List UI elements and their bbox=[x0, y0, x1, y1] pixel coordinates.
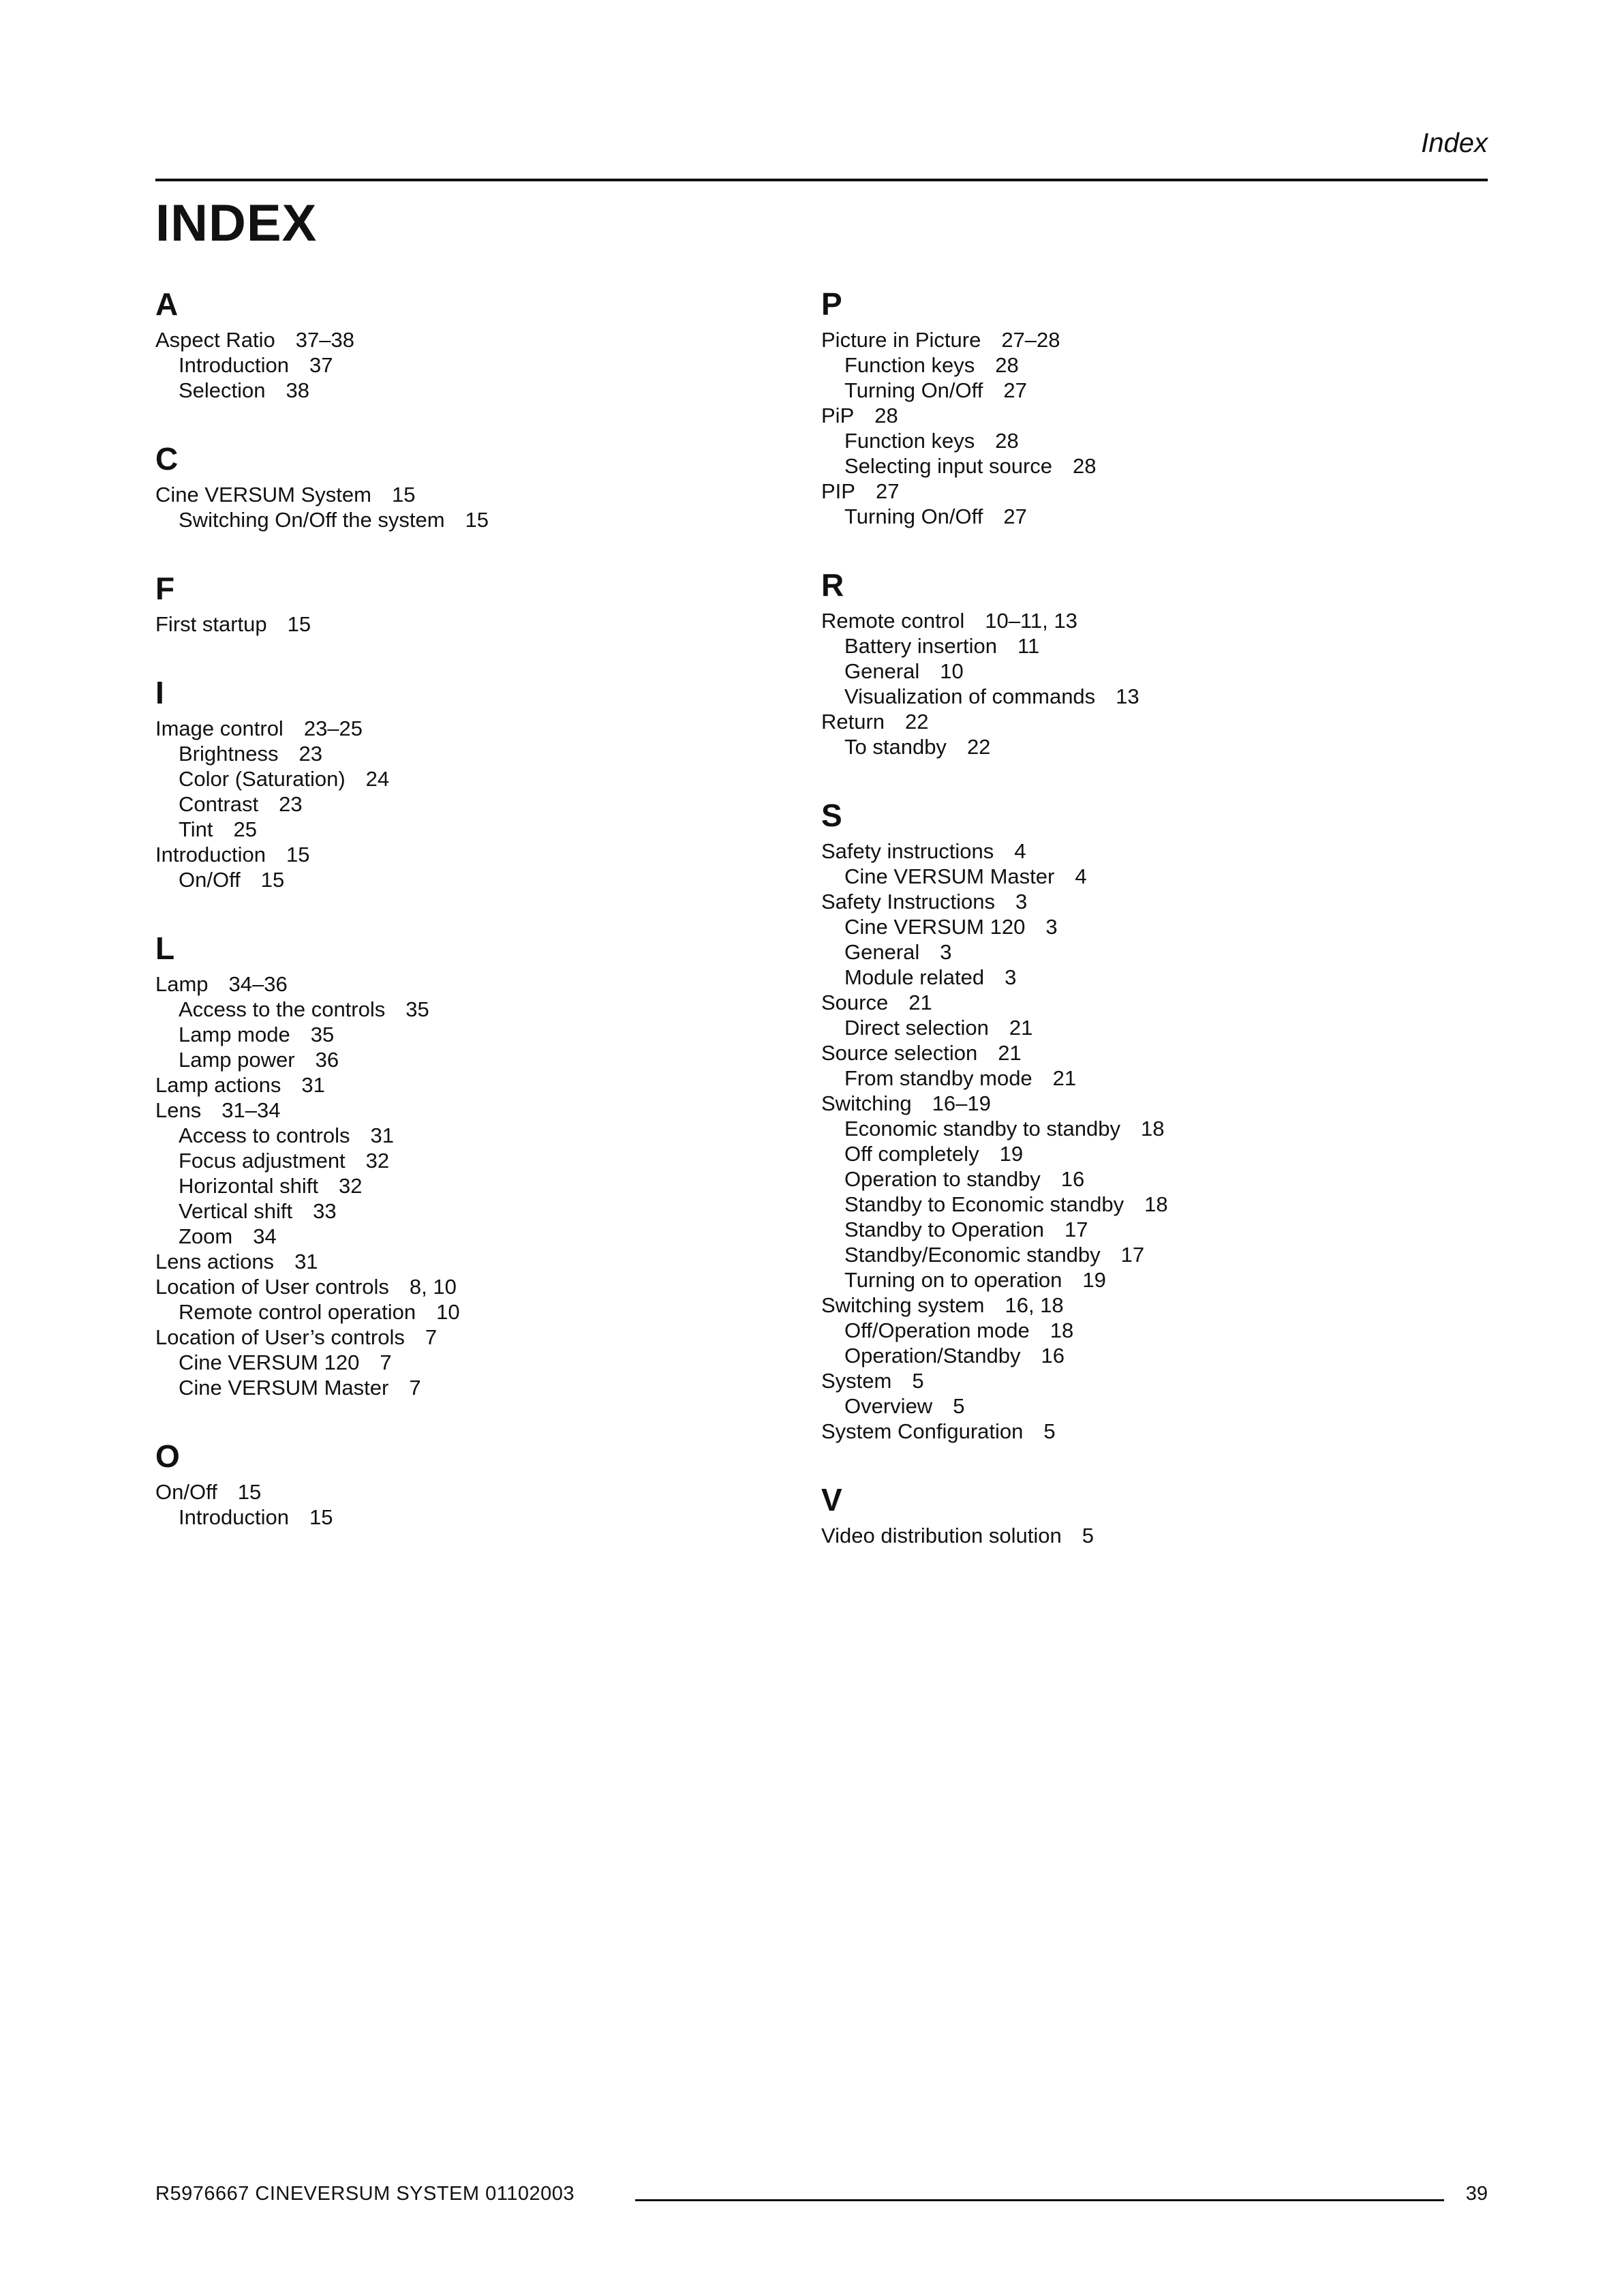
index-subentry bbox=[155, 1375, 769, 1400]
entry-pages: 25 bbox=[233, 817, 258, 841]
entry-pages: 4 bbox=[1075, 864, 1087, 888]
entry-pages: 13 bbox=[1116, 684, 1139, 708]
entry-term: Location of User’s controls bbox=[155, 1325, 405, 1349]
index-subentry bbox=[821, 453, 1435, 479]
entry-pages: 27 bbox=[1003, 378, 1027, 402]
entry-pages: 28 bbox=[995, 353, 1019, 377]
index-column-left bbox=[155, 285, 769, 1567]
entry-term: PiP bbox=[821, 404, 855, 427]
entry-term: Function keys bbox=[844, 353, 975, 377]
index-section-l bbox=[155, 929, 769, 1400]
entry-term: Video distribution solution bbox=[821, 1524, 1062, 1547]
entry-pages: 15 bbox=[260, 868, 285, 892]
section-letter: O bbox=[155, 1438, 180, 1474]
entry-pages: 3 bbox=[1015, 890, 1028, 913]
entry-pages: 24 bbox=[365, 767, 390, 791]
entry-pages: 28 bbox=[995, 429, 1019, 453]
entry-term: Remote control bbox=[821, 609, 965, 633]
entry-term: Source bbox=[821, 991, 889, 1014]
index-subentry bbox=[821, 1192, 1435, 1217]
entry-term: PIP bbox=[821, 479, 855, 503]
entry-pages: 17 bbox=[1120, 1243, 1145, 1267]
entry-term: Lamp actions bbox=[155, 1073, 281, 1097]
index-subentry bbox=[821, 1267, 1435, 1293]
entry-pages: 18 bbox=[1144, 1192, 1168, 1216]
entry-pages: 15 bbox=[309, 1505, 333, 1529]
index-subentry bbox=[821, 1242, 1435, 1267]
entry-term: Cine VERSUM 120 bbox=[179, 1350, 360, 1374]
index-entry bbox=[155, 1274, 769, 1299]
index-subentry bbox=[155, 1299, 769, 1325]
footer-rule bbox=[635, 2199, 1444, 2201]
entry-term: Lamp bbox=[155, 972, 209, 996]
entry-pages: 4 bbox=[1014, 839, 1026, 863]
index-section-c bbox=[155, 440, 769, 532]
entry-term: Operation/Standby bbox=[844, 1344, 1021, 1368]
index-section-o bbox=[155, 1437, 769, 1530]
section-letter: I bbox=[155, 675, 164, 710]
running-header: Index bbox=[1421, 128, 1488, 158]
entry-pages: 19 bbox=[1082, 1268, 1106, 1292]
entry-pages: 16–19 bbox=[932, 1091, 991, 1115]
index-entry bbox=[821, 327, 1435, 352]
index-subentry bbox=[821, 1318, 1435, 1343]
entry-pages: 31–34 bbox=[221, 1098, 281, 1122]
page-number: 39 bbox=[1465, 2183, 1488, 2205]
entry-term: Lamp power bbox=[179, 1048, 295, 1072]
entry-term: Cine VERSUM Master bbox=[844, 864, 1055, 888]
entry-term: Switching system bbox=[821, 1293, 985, 1317]
entry-pages: 37 bbox=[309, 353, 333, 377]
entry-term: Lens bbox=[155, 1098, 202, 1122]
index-entry bbox=[821, 1293, 1435, 1318]
index-subentry bbox=[821, 633, 1435, 659]
entry-term: System Configuration bbox=[821, 1419, 1024, 1443]
entry-pages: 16 bbox=[1060, 1167, 1085, 1191]
index-subentry bbox=[821, 1166, 1435, 1192]
index-subentry bbox=[155, 1198, 769, 1224]
index-subentry bbox=[155, 997, 769, 1022]
entry-term: Switching On/Off the system bbox=[179, 508, 445, 532]
entry-pages: 19 bbox=[999, 1142, 1024, 1166]
index-subentry bbox=[821, 939, 1435, 965]
index-subentry bbox=[821, 1015, 1435, 1040]
index-subentry bbox=[155, 1224, 769, 1249]
entry-pages: 7 bbox=[425, 1325, 438, 1349]
entry-pages: 38 bbox=[286, 378, 310, 402]
entry-pages: 21 bbox=[908, 991, 932, 1014]
index-subentry bbox=[821, 734, 1435, 759]
entry-term: Lamp mode bbox=[179, 1023, 290, 1046]
index-subentry bbox=[155, 378, 769, 403]
entry-term: Off completely bbox=[844, 1142, 979, 1166]
index-subentry bbox=[821, 352, 1435, 378]
section-letter: V bbox=[821, 1482, 842, 1517]
entry-term: Cine VERSUM System bbox=[155, 483, 371, 507]
entry-term: Contrast bbox=[179, 792, 259, 816]
index-subentry bbox=[155, 1505, 769, 1530]
index-subentry bbox=[155, 1022, 769, 1047]
index-entry bbox=[155, 1098, 769, 1123]
index-subentry bbox=[155, 1350, 769, 1375]
entry-term: Zoom bbox=[179, 1224, 233, 1248]
entry-pages: 15 bbox=[465, 508, 489, 532]
entry-pages: 3 bbox=[940, 940, 952, 964]
entry-pages: 21 bbox=[1009, 1016, 1033, 1040]
entry-pages: 5 bbox=[953, 1394, 965, 1418]
index-column-right bbox=[821, 285, 1435, 1585]
entry-pages: 28 bbox=[1073, 454, 1097, 478]
entry-pages: 32 bbox=[339, 1174, 363, 1198]
index-subentry bbox=[155, 741, 769, 766]
index-entry bbox=[155, 1249, 769, 1274]
index-entry bbox=[821, 1091, 1435, 1116]
footer-document-id: R5976667 CINEVERSUM SYSTEM 01102003 bbox=[155, 2183, 575, 2205]
entry-pages: 27 bbox=[875, 479, 900, 503]
index-subentry bbox=[821, 1116, 1435, 1141]
entry-pages: 31 bbox=[301, 1073, 325, 1097]
entry-term: Introduction bbox=[179, 353, 289, 377]
entry-term: Economic standby to standby bbox=[844, 1117, 1120, 1141]
index-subentry bbox=[155, 352, 769, 378]
entry-term: Vertical shift bbox=[179, 1199, 293, 1223]
page-footer bbox=[155, 2181, 1488, 2209]
entry-term: Image control bbox=[155, 716, 284, 740]
entry-pages: 27 bbox=[1003, 504, 1027, 528]
entry-term: Introduction bbox=[155, 843, 266, 866]
index-entry bbox=[821, 1040, 1435, 1066]
entry-pages: 23 bbox=[279, 792, 303, 816]
entry-pages: 15 bbox=[237, 1480, 262, 1504]
section-letter: P bbox=[821, 286, 842, 322]
entry-pages: 22 bbox=[966, 735, 991, 759]
entry-term: Focus adjustment bbox=[179, 1149, 346, 1173]
entry-pages: 37–38 bbox=[295, 328, 354, 352]
index-entry bbox=[155, 971, 769, 997]
entry-pages: 31 bbox=[294, 1250, 318, 1273]
entry-term: Standby/Economic standby bbox=[844, 1243, 1101, 1267]
entry-pages: 21 bbox=[1052, 1066, 1077, 1090]
index-subentry bbox=[821, 1141, 1435, 1166]
entry-term: Battery insertion bbox=[844, 634, 997, 658]
index-subentry bbox=[821, 1343, 1435, 1368]
entry-term: Lens actions bbox=[155, 1250, 275, 1273]
index-entry bbox=[155, 611, 769, 637]
index-entry bbox=[821, 479, 1435, 504]
entry-pages: 11 bbox=[1017, 634, 1040, 658]
index-subentry bbox=[155, 1047, 769, 1072]
entry-term: Cine VERSUM 120 bbox=[844, 915, 1026, 939]
entry-pages: 34–36 bbox=[228, 972, 288, 996]
entry-pages: 5 bbox=[912, 1369, 924, 1393]
entry-term: Brightness bbox=[179, 742, 279, 766]
entry-term: General bbox=[844, 659, 920, 683]
entry-term: Overview bbox=[844, 1394, 933, 1418]
entry-term: Standby to Operation bbox=[844, 1218, 1044, 1241]
entry-pages: 18 bbox=[1140, 1117, 1165, 1141]
entry-term: Safety instructions bbox=[821, 839, 994, 863]
entry-pages: 7 bbox=[380, 1350, 392, 1374]
index-entry bbox=[821, 1419, 1435, 1444]
entry-term: On/Off bbox=[155, 1480, 217, 1504]
index-entry bbox=[155, 1072, 769, 1098]
entry-term: First startup bbox=[155, 612, 267, 636]
index-section-r bbox=[821, 566, 1435, 759]
index-subentry bbox=[155, 507, 769, 532]
entry-term: Access to the controls bbox=[179, 997, 386, 1021]
entry-term: Introduction bbox=[179, 1505, 289, 1529]
index-entry bbox=[821, 839, 1435, 864]
entry-term: Tint bbox=[179, 817, 213, 841]
index-subentry bbox=[155, 791, 769, 817]
section-letter: R bbox=[821, 567, 844, 603]
index-entry bbox=[821, 608, 1435, 633]
entry-pages: 17 bbox=[1064, 1218, 1088, 1241]
entry-term: Picture in Picture bbox=[821, 328, 981, 352]
entry-term: General bbox=[844, 940, 920, 964]
index-subentry bbox=[155, 1173, 769, 1198]
section-letter: S bbox=[821, 798, 842, 833]
index-subentry bbox=[821, 1393, 1435, 1419]
entry-pages: 10 bbox=[940, 659, 964, 683]
entry-term: From standby mode bbox=[844, 1066, 1032, 1090]
index-subentry bbox=[821, 1217, 1435, 1242]
index-subentry bbox=[821, 378, 1435, 403]
entry-term: Operation to standby bbox=[844, 1167, 1041, 1191]
index-entry bbox=[155, 327, 769, 352]
index-section-i bbox=[155, 674, 769, 892]
section-letter: L bbox=[155, 931, 175, 966]
entry-pages: 27–28 bbox=[1001, 328, 1060, 352]
entry-term: Horizontal shift bbox=[179, 1174, 319, 1198]
entry-term: Direct selection bbox=[844, 1016, 989, 1040]
index-entry bbox=[821, 709, 1435, 734]
index-subentry bbox=[155, 817, 769, 842]
index-entry bbox=[155, 1325, 769, 1350]
entry-term: Access to controls bbox=[179, 1123, 350, 1147]
index-subentry bbox=[155, 1148, 769, 1173]
index-subentry bbox=[821, 659, 1435, 684]
entry-pages: 35 bbox=[310, 1023, 335, 1046]
entry-term: Turning on to operation bbox=[844, 1268, 1062, 1292]
index-entry bbox=[821, 1368, 1435, 1393]
entry-term: Return bbox=[821, 710, 885, 734]
entry-term: Cine VERSUM Master bbox=[179, 1376, 389, 1400]
entry-pages: 32 bbox=[365, 1149, 390, 1173]
index-entry bbox=[821, 1523, 1435, 1548]
entry-pages: 10–11, 13 bbox=[985, 609, 1077, 633]
entry-pages: 21 bbox=[998, 1041, 1022, 1065]
index-subentry bbox=[821, 684, 1435, 709]
entry-term: Visualization of commands bbox=[844, 684, 1096, 708]
index-section-p bbox=[821, 285, 1435, 529]
entry-term: Color (Saturation) bbox=[179, 767, 346, 791]
entry-term: Safety Instructions bbox=[821, 890, 996, 913]
entry-term: On/Off bbox=[179, 868, 241, 892]
entry-pages: 28 bbox=[874, 404, 898, 427]
index-subentry bbox=[821, 864, 1435, 889]
index-entry bbox=[155, 842, 769, 867]
index-section-s bbox=[821, 796, 1435, 1444]
entry-term: Off/Operation mode bbox=[844, 1318, 1030, 1342]
entry-pages: 16 bbox=[1041, 1344, 1065, 1368]
index-section-f bbox=[155, 569, 769, 637]
entry-term: To standby bbox=[844, 735, 947, 759]
entry-term: Turning On/Off bbox=[844, 504, 983, 528]
entry-pages: 22 bbox=[905, 710, 929, 734]
index-subentry bbox=[821, 428, 1435, 453]
index-entry bbox=[821, 403, 1435, 428]
entry-term: Location of User controls bbox=[155, 1275, 389, 1299]
entry-pages: 23 bbox=[299, 742, 322, 766]
entry-term: System bbox=[821, 1369, 892, 1393]
entry-term: Turning On/Off bbox=[844, 378, 983, 402]
entry-term: Standby to Economic standby bbox=[844, 1192, 1124, 1216]
entry-term: Switching bbox=[821, 1091, 912, 1115]
index-subentry bbox=[821, 914, 1435, 939]
entry-pages: 10 bbox=[436, 1300, 460, 1324]
entry-pages: 34 bbox=[253, 1224, 277, 1248]
index-entry bbox=[821, 990, 1435, 1015]
index-entry bbox=[155, 1479, 769, 1505]
index-subentry bbox=[821, 1066, 1435, 1091]
entry-pages: 35 bbox=[406, 997, 429, 1021]
index-entry bbox=[155, 482, 769, 507]
entry-term: Selecting input source bbox=[844, 454, 1053, 478]
entry-pages: 8, 10 bbox=[409, 1275, 457, 1299]
entry-pages: 15 bbox=[287, 612, 311, 636]
entry-pages: 36 bbox=[315, 1048, 339, 1072]
section-letter: A bbox=[155, 286, 179, 322]
entry-pages: 33 bbox=[313, 1199, 337, 1223]
index-subentry bbox=[821, 504, 1435, 529]
entry-term: Module related bbox=[844, 965, 985, 989]
index-subentry bbox=[821, 965, 1435, 990]
index-subentry bbox=[155, 867, 769, 892]
header-rule bbox=[155, 179, 1488, 181]
entry-pages: 3 bbox=[1045, 915, 1058, 939]
index-entry bbox=[821, 889, 1435, 914]
index-subentry bbox=[155, 1123, 769, 1148]
entry-pages: 15 bbox=[286, 843, 310, 866]
index-subentry bbox=[155, 766, 769, 791]
page-title: INDEX bbox=[155, 194, 318, 252]
entry-pages: 7 bbox=[409, 1376, 421, 1400]
entry-term: Aspect Ratio bbox=[155, 328, 275, 352]
section-letter: C bbox=[155, 441, 179, 477]
entry-term: Selection bbox=[179, 378, 266, 402]
index-entry bbox=[155, 716, 769, 741]
entry-pages: 23–25 bbox=[303, 716, 363, 740]
entry-term: Remote control operation bbox=[179, 1300, 416, 1324]
entry-pages: 5 bbox=[1043, 1419, 1056, 1443]
entry-pages: 31 bbox=[370, 1123, 395, 1147]
entry-pages: 16, 18 bbox=[1005, 1293, 1064, 1317]
entry-pages: 5 bbox=[1082, 1524, 1094, 1547]
entry-pages: 3 bbox=[1005, 965, 1017, 989]
index-section-v bbox=[821, 1481, 1435, 1548]
section-letter: F bbox=[155, 571, 175, 606]
index-section-a bbox=[155, 285, 769, 403]
entry-pages: 15 bbox=[391, 483, 416, 507]
entry-pages: 18 bbox=[1050, 1318, 1074, 1342]
entry-term: Function keys bbox=[844, 429, 975, 453]
entry-term: Source selection bbox=[821, 1041, 978, 1065]
